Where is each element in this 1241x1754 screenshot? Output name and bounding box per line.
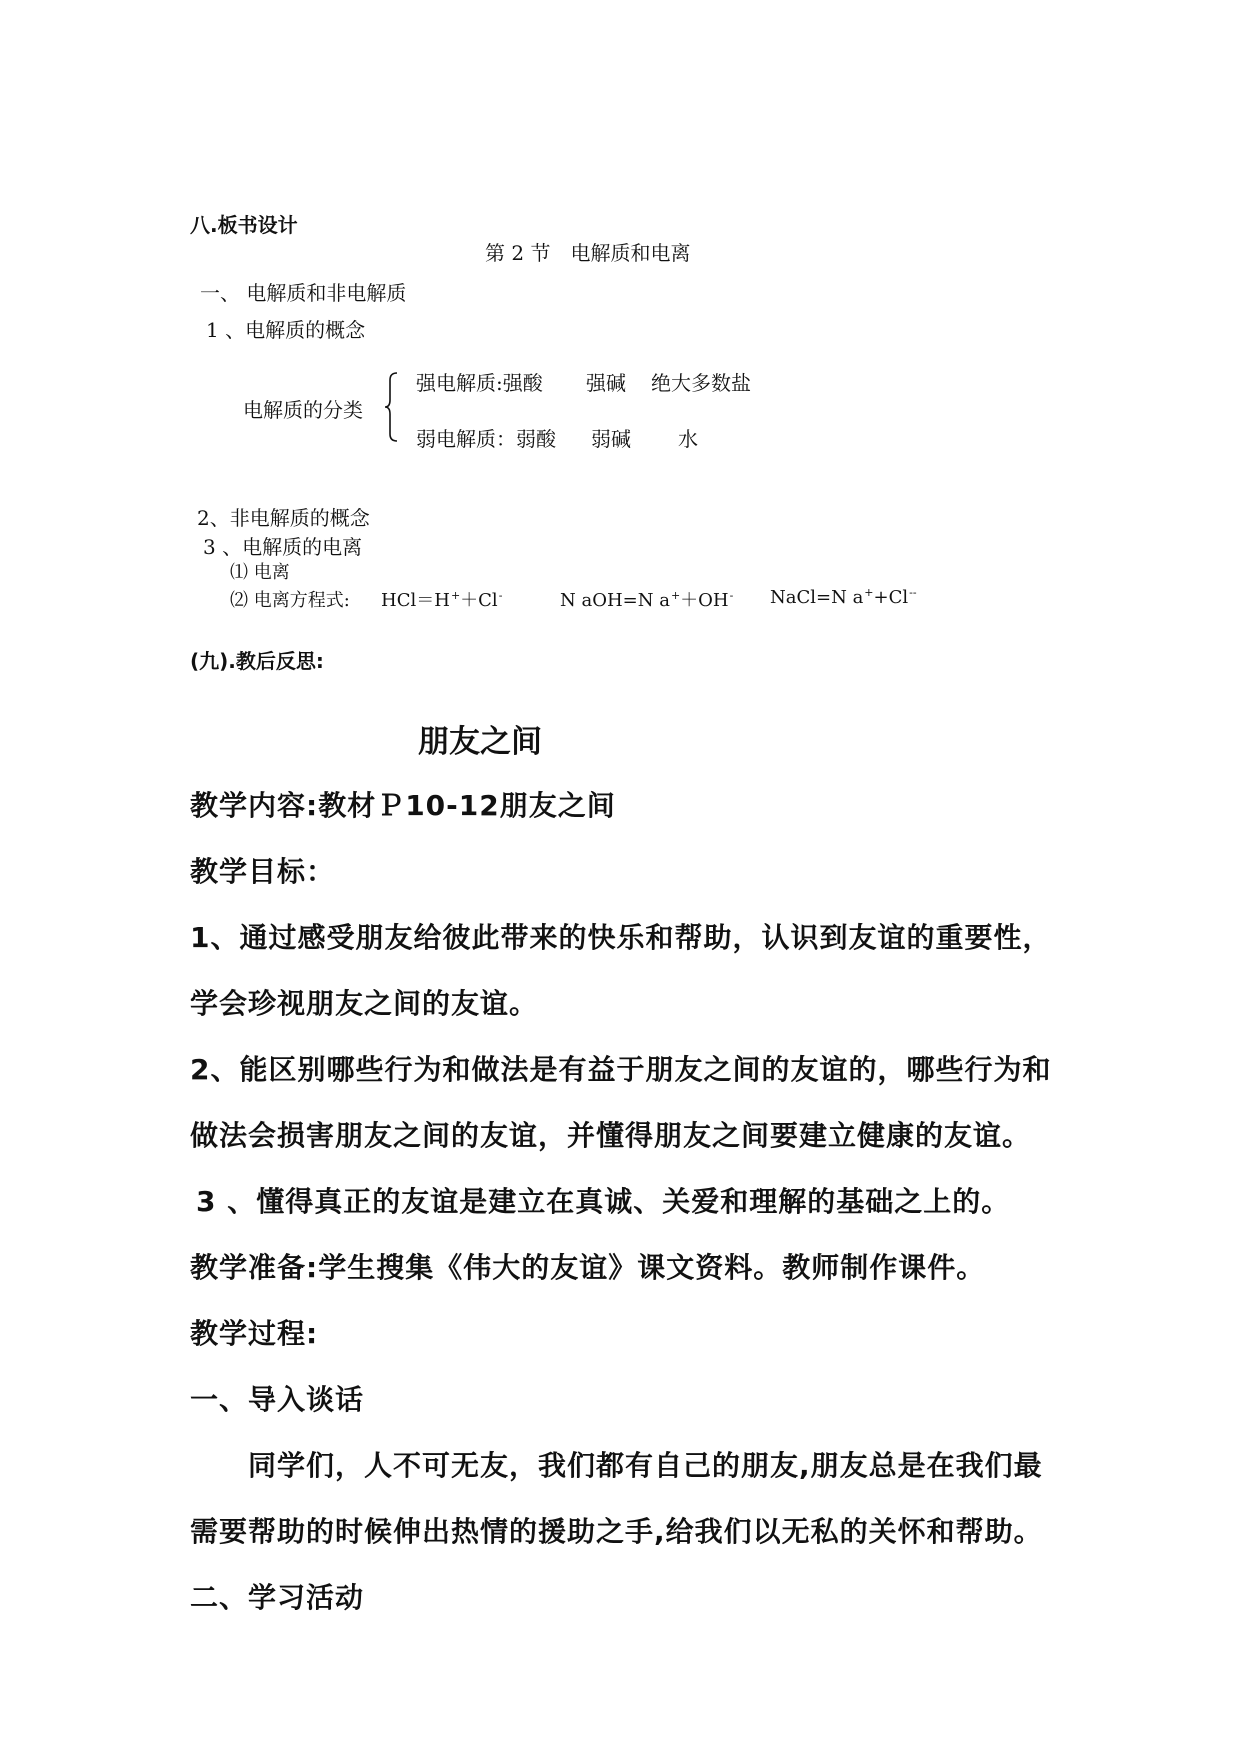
weak-electrolyte-label: 弱电解质：弱酸 [416,427,556,451]
board-item-1: 1 、电解质的概念 [206,318,366,342]
lesson-preparation: 教学准备:学生搜集《伟大的友谊》课文资料。教师制作课件。 [190,1251,986,1284]
equation-hcl-sup2: - [498,589,503,602]
lesson-step-1-line-2: 需要帮助的时候伸出热情的援助之手,给我们以无私的关怀和帮助。 [190,1515,1043,1548]
curly-brace-icon [384,372,398,442]
weak-base: 弱碱 [591,427,631,451]
equation-naoh [560,586,733,612]
lesson-goals-heading: 教学目标： [190,855,336,888]
lesson-content: 教学内容:教材Ｐ10-12朋友之间 [190,789,616,822]
section-heading-reflection: (九).教后反思: [190,649,324,673]
equation-naoh-mid: ＋OH [680,590,729,611]
equation-nacl-sup1: + [864,586,874,599]
equation-hcl-sup1: + [450,589,461,602]
lesson-goal-1-line-2: 学会珍视朋友之间的友谊。 [190,987,539,1020]
section-heading-board-design: 八.板书设计 [190,213,298,237]
weak-water: 水 [678,427,698,451]
equation-naoh-sup2: - [729,589,734,602]
lesson-step-1-line-1: 同学们，人不可无友，我们都有自己的朋友,朋友总是在我们最 [248,1449,1043,1482]
equation-nacl [770,586,917,608]
equation-naoh-sup1: + [670,589,681,602]
board-item-2: 2、非电解质的概念 [197,506,370,530]
classification-label: 电解质的分类 [243,398,363,422]
board-item-3: 3 、电解质的电离 [203,535,363,559]
equation-hcl-main: HCl＝H [381,590,450,611]
lesson-goal-2-line-2: 做法会损害朋友之间的友谊，并懂得朋友之间要建立健康的友谊。 [190,1119,1032,1152]
equation-hcl [381,586,502,612]
lesson-step-2-heading: 二、学习活动 [190,1581,365,1614]
equation-nacl-main: NaCl=N a [770,587,864,608]
lesson-goal-3: 3 、懂得真正的友谊是建立在真诚、关爱和理解的基础之上的。 [196,1185,1011,1218]
lesson-title: 朋友之间 [418,724,542,760]
board-part-1: 一、 电解质和非电解质 [200,281,407,305]
lesson-goal-1-line-1: 1、通过感受朋友给彼此带来的快乐和帮助，认识到友谊的重要性， [190,921,1052,954]
lesson-process-heading: 教学过程: [190,1317,319,1350]
equation-naoh-main: N aOH=N a [560,590,670,611]
strong-base: 强碱 [586,371,626,395]
equation-hcl-mid: ＋Cl [460,590,498,611]
lesson-step-1-heading: 一、导入谈话 [190,1383,365,1416]
board-sub-2-label: ⑵ 电离方程式: [230,590,350,611]
equation-nacl-sup2: -- [909,586,917,599]
strong-electrolyte-label: 强电解质:强酸 [416,371,543,395]
lesson-goal-2-line-1: 2、能区别哪些行为和做法是有益于朋友之间的友谊的，哪些行为和 [190,1053,1052,1086]
board-sub-1: ⑴ 电离 [230,562,290,583]
strong-salt: 绝大多数盐 [651,371,751,395]
equation-nacl-mid: +Cl [873,587,909,608]
board-section-title: 第 2 节 电解质和电离 [485,241,691,265]
